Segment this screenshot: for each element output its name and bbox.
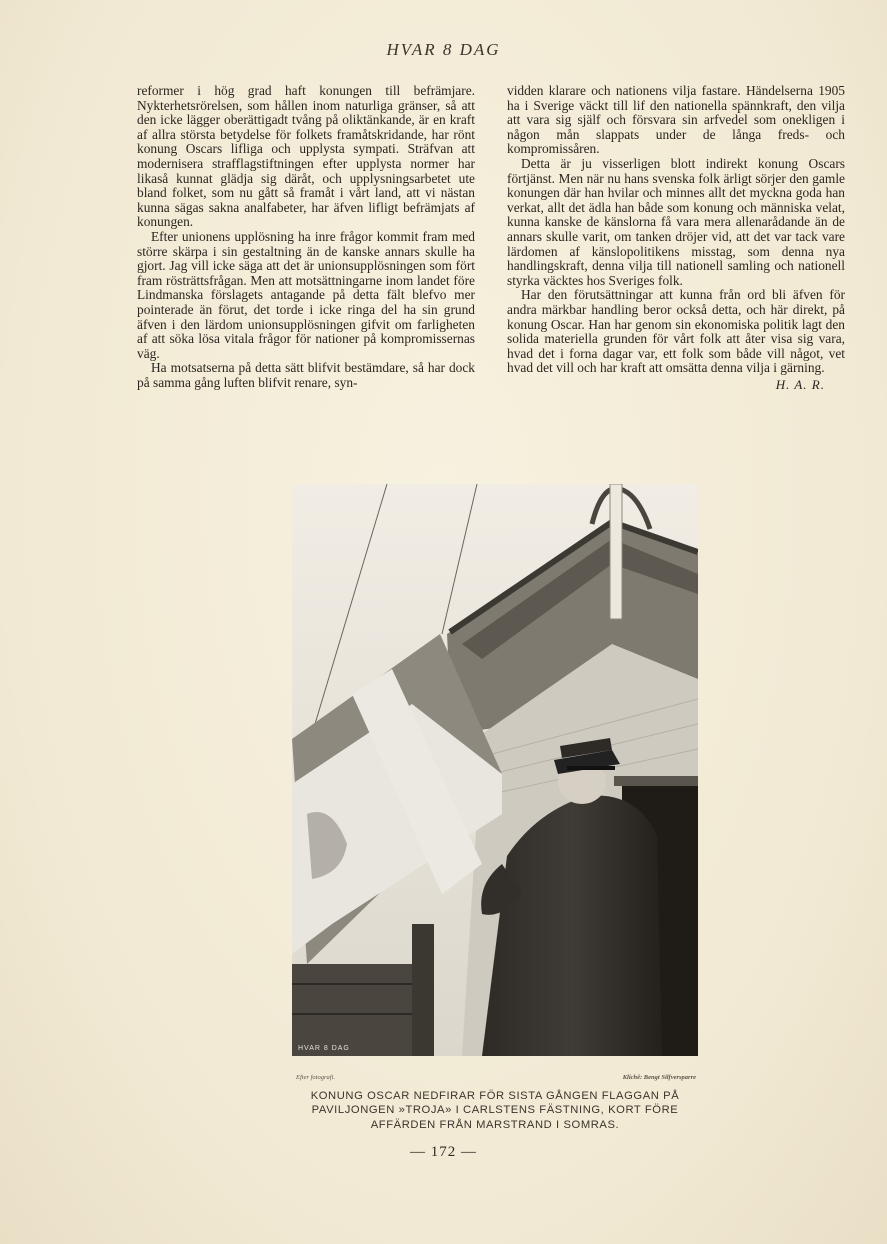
running-title: HVAR 8 DAG — [386, 40, 501, 59]
author-signature: H. A. R. — [775, 376, 825, 392]
article-paragraph: Har den förutsättningar att kunna från ord bli äfven för andra märkbar handling beror också detta, och här direkt, på konung Oscar. Han har genom sin ekonomiska politik lagt den solida materiella grunden för vårt folk att åter visa sig vara, hvad det i forna dagar var, ett folk som både vill något, vet hvad det vill och har kraft att omsätta denna vilja i gärning. — [507, 287, 845, 376]
article-right-column — [507, 84, 845, 392]
king-oscar-photograph — [292, 484, 698, 1056]
photo-credit-source: Efter fotografi. — [296, 1074, 335, 1081]
article-paragraph: vidden klarare och nationens vilja fastare. Händelserna 1905 ha i Sverige väckt till lif den nationella spännkraft, den vilja att vara sig själf och försvara sin arfvedel som onekligen i någon mån slappats under de långa freds- och kompromissåren. — [507, 83, 845, 157]
photo-credit-engraver: Klichê: Bengt Silfversparre — [622, 1074, 696, 1081]
article-paragraph: Detta är ju visserligen blott indirekt konung Oscars förtjänst. Men när nu hans svenska folk ärligt sörjer den gamle konungen där han hvilar och minnes allt det myckna goda han verkat, allt det ädla han både som konung och människa velat, kunna kanske de känslorna få vara mera allenarådande än de annars skulle varit, om tanken dröjer vid, att det var tack vare lärdomen af känslopolitikens misstag, som denna nya handlingskraft, denna vilja till nationell samling och nationell styrka väcktes hos Sveriges folk. — [507, 155, 845, 288]
article-paragraph: Ha motsatserna på detta sätt blifvit bestämdare, så har dock på samma gång luften blifvit renare, syn- — [137, 360, 475, 390]
photo-caption: KONUNG OSCAR NEDFIRAR FÖR SISTA GÅNGEN FLAGGAN PÅ PAVILJONGEN »TROJA» I CARLSTENS FÄSTNING, KORT FÖRE AFFÄRDEN FRÅN MARSTRAND I SOMRAS. — [310, 1090, 680, 1131]
photograph-illustration — [292, 484, 698, 1056]
article-paragraph: Efter unionens upplösning ha inre frågor kommit fram med större skärpa i sin gestaltning än de kanske annars skulle ha gjort. Jag vill icke säga att det är unionsupplösningen som fört fram rösträttsfrågan. Men att motsättningarne inom landet före Lindmanska förslagets antagande på detta fält blefvo mer pointerade än förut, det torde i icke ringa del ha sin grund äfven i den lärdom unionsupplösningen gifvit om farligheten af att söka lösa vitala frågor för nationer på kompromissernas väg. — [137, 228, 475, 361]
article-paragraph: reformer i hög grad haft konungen till befrämjare. Nykterhetsrörelsen, som hållen inom naturliga gränser, så att den icke lägger oberättigadt tvång på oliktänkande, är en kraft af allra största betydelse för folkets framåtskridande, har rönt konung Oscars lifliga och upplysta sympati. Sträfvan att modernisera strafflagstiftningen efter upplysta normer har likaså kunnat glädja sig däråt, och upplysningsarbetet ute bland folket, som nu gått så framåt i vårt land, att vi nästan kunna sägas sakna analfabeter, har äfven lifligt befrämjats af konungen. — [137, 83, 475, 230]
page-number: — 172 — — [410, 1144, 477, 1160]
photo-watermark: HVAR 8 DAG — [298, 1045, 350, 1052]
article-left-column — [137, 84, 475, 390]
